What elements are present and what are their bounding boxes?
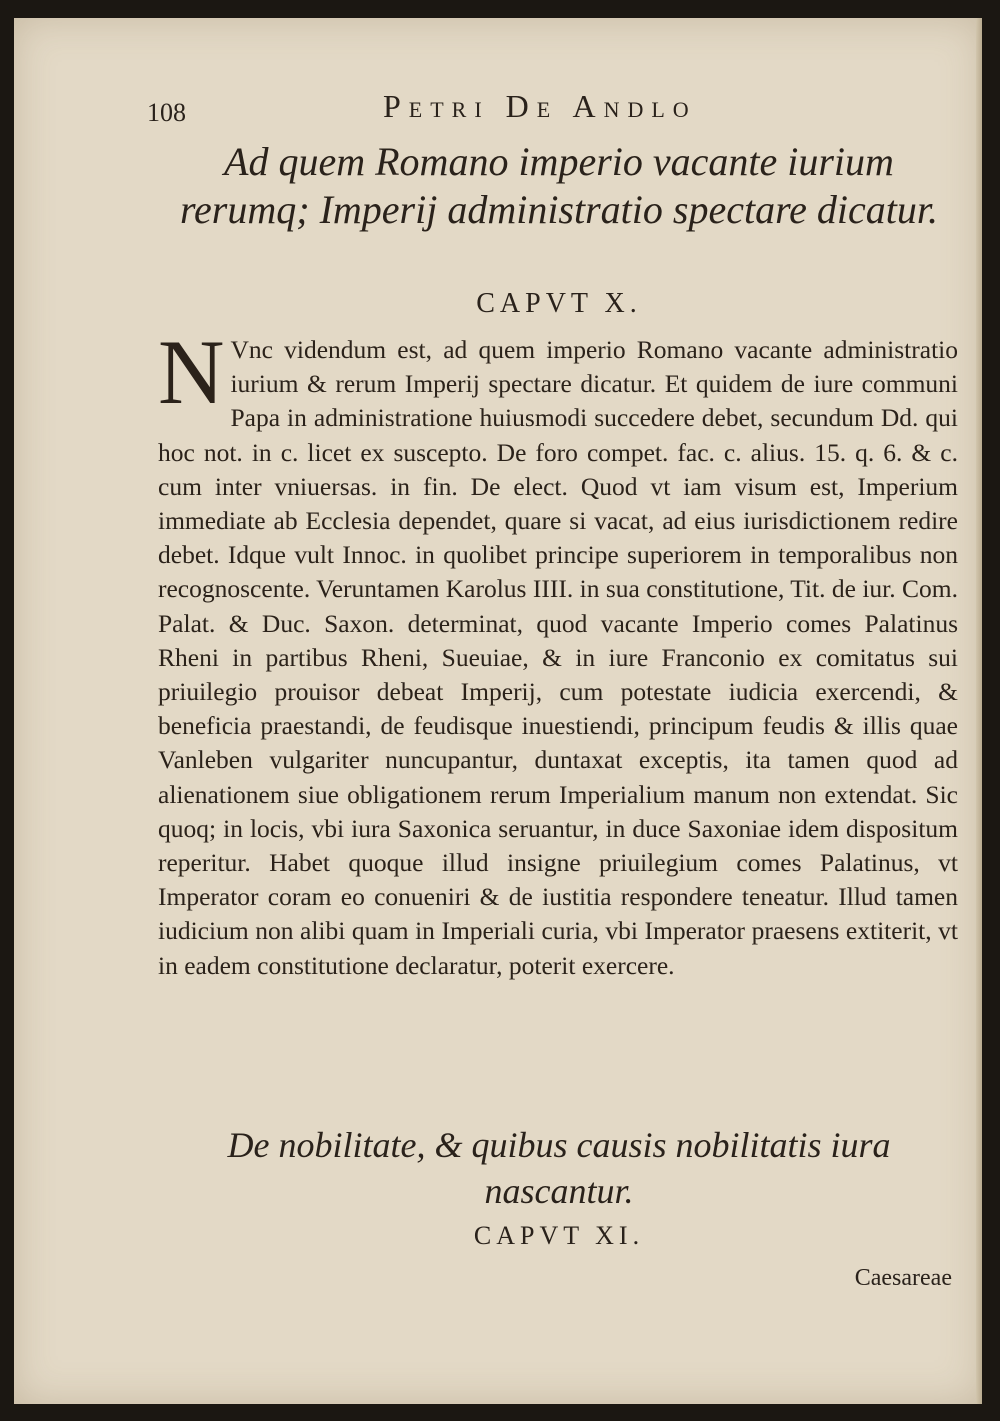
catchword: Caesareae (854, 1265, 952, 1291)
running-header (147, 88, 787, 128)
page-number: 108 (147, 98, 186, 127)
chapter-x-body-text: Vnc videndum est, ad quem imperio Romano vacante administratio iurium & rerum Imperij spectare dicatur. Et quidem de iure communi Papa in administratione huiusmodi succedere debet, secundum Dd. qui hoc not. in c. licet ex suscepto. De foro compet. fac. c. alius. 15. q. 6. & c. cum inter vniuersas. in fin. De elect. Quod vt iam visum est, Imperium immediate ab Ecclesia dependet, quare si vacat, ad eius iurisdictionem redire debet. Idque vult Innoc. in quolibet principe superiorem in temporalibus non recognoscente. Veruntamen Karolus IIII. in sua constitutione, Tit. de iur. Com. Palat. & Duc. Saxon. determinat, quod vacante Imperio comes Palatinus Rheni in partibus Rheni, Sueuiae, & in iure Franconio ex comitatus sui priuilegio prouisor debeat Imperij, cum potestate iudicia exercendi, & beneficia praestandi, de feudisque inuestiendi, principum feudis & illis quae Vanleben vulgariter nuncupantur, duntaxat exceptis, ita tamen quod ad alienationem siue obligationem rerum Imperialium manum non extendat. Sic quoq; in locis, vbi iura Saxonica seruantur, in duce Saxoniae idem dispositum reperitur. Habet quoque illud insigne priuilegium comes Palatinus, vt Imperator coram eo conueniri & de iustitia respondere teneatur. Illud tamen iudicium non alibi quam in Imperiali curia, vbi Imperator praesens extiterit, vt in eadem constitutione declaratur, poterit exercere. (158, 335, 958, 980)
chapter-xi-heading: De nobilitate, & quibus causis nobilitatis iura nascantur. (227, 1125, 891, 1211)
book-page (14, 18, 982, 1404)
chapter-x-heading: Ad quem Romano imperio vacante iurium rerumq; Imperij administratio spectare dicatur. (179, 139, 939, 232)
page-edge (976, 18, 982, 1404)
running-title: Petri De Andlo (383, 88, 697, 124)
chapter-x-label: CAPVT X. (476, 288, 642, 319)
chapter-x-body (158, 321, 958, 983)
chapter-xi-label: CAPVT XI. (473, 1221, 645, 1250)
drop-cap: N (158, 321, 225, 423)
